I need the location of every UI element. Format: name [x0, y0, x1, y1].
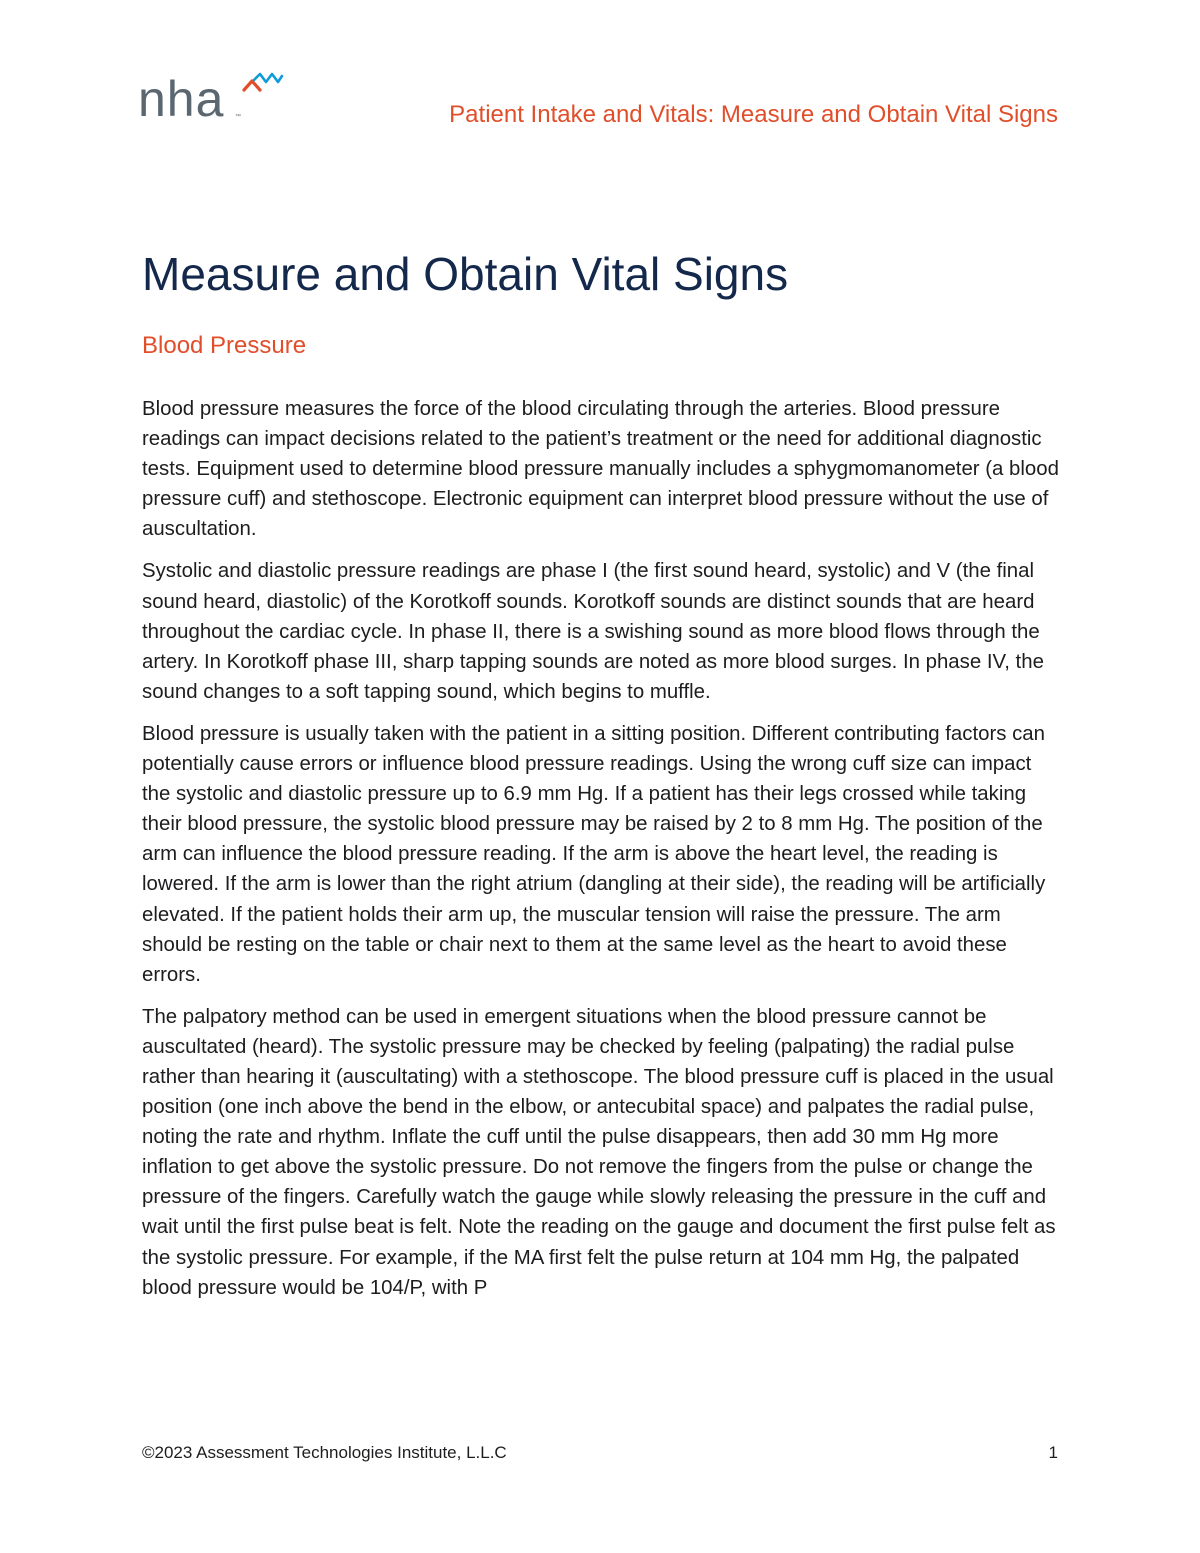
- paragraph: Blood pressure is usually taken with the patient in a sitting position. Different contributing factors can potentially cause errors or influence blood pressure readings. Using the wrong cuff size can impact the systolic and diastolic pressure up to 6.9 mm Hg. If a patient has their legs crossed while taking their blood pressure, the systolic blood pressure may be raised by 2 to 8 mm Hg. The position of the arm can influence the blood pressure reading. If the arm is above the heart level, the reading is lowered. If the arm is lower than the right atrium (dangling at their side), the reading will be artificially elevated. If the patient holds their arm up, the muscular tension will raise the pressure. The arm should be resting on the table or chair next to them at the same level as the heart to avoid these errors.: [142, 722, 1046, 986]
- logo-chevron-mark: [238, 70, 286, 96]
- header-document-title: Patient Intake and Vitals: Measure and Obtain Vital Signs: [449, 101, 1058, 128]
- paragraph: Systolic and diastolic pressure readings are phase I (the first sound heard, systolic) and V (the final sound heard, diastolic) of the Korotkoff sounds. Korotkoff sounds are distinct sounds that are heard throughout the cardiac cycle. In phase II, there is a swishing sound as more blood flows through the artery. In Korotkoff phase III, sharp tapping sounds are noted as more blood surges. In phase IV, the sound changes to a soft tapping sound, which begins to muffle.: [142, 560, 1044, 703]
- logo-orange-chevron: [244, 81, 260, 90]
- body-content: [142, 394, 1062, 1315]
- page-title: Measure and Obtain Vital Signs: [142, 248, 789, 300]
- footer-page-number: 1: [1048, 1443, 1058, 1462]
- paragraph: The palpatory method can be used in emergent situations when the blood pressure cannot be auscultated (heard). The systolic pressure may be checked by feeling (palpating) the radial pulse rather than hearing it (auscultating) with a stethoscope. The blood pressure cuff is placed in the usual position (one inch above the bend in the elbow, or antecubital space) and palpates the radial pulse, noting the rate and rhythm. Inflate the cuff until the pulse disappears, then add 30 mm Hg more inflation to get above the systolic pressure. Do not remove the fingers from the pulse or change the pressure of the fingers. Carefully watch the gauge while slowly releasing the pressure in the cuff and wait until the first pulse beat is felt. Note the reading on the gauge and document the first pulse felt as the systolic pressure. For example, if the MA first felt the pulse return at 104 mm Hg, the palpated blood pressure would be 104/P, with P: [142, 1005, 1056, 1299]
- paragraph: Blood pressure measures the force of the blood circulating through the arteries. Blood pressure readings can impact decisions related to the patient’s treatment or the need for additional diagnostic tests. Equipment used to determine blood pressure manually includes a sphygmomanometer (a blood pressure cuff) and stethoscope. Electronic equipment can interpret blood pressure without the use of auscultation.: [142, 398, 1059, 541]
- logo-trademark: ™: [235, 114, 241, 120]
- logo-blue-chevrons: [254, 74, 282, 82]
- nha-logo: [138, 70, 288, 130]
- footer-copyright: ©2023 Assessment Technologies Institute, L.L.C: [142, 1443, 507, 1462]
- section-heading: Blood Pressure: [142, 332, 307, 359]
- logo-wordmark: nha: [138, 71, 225, 127]
